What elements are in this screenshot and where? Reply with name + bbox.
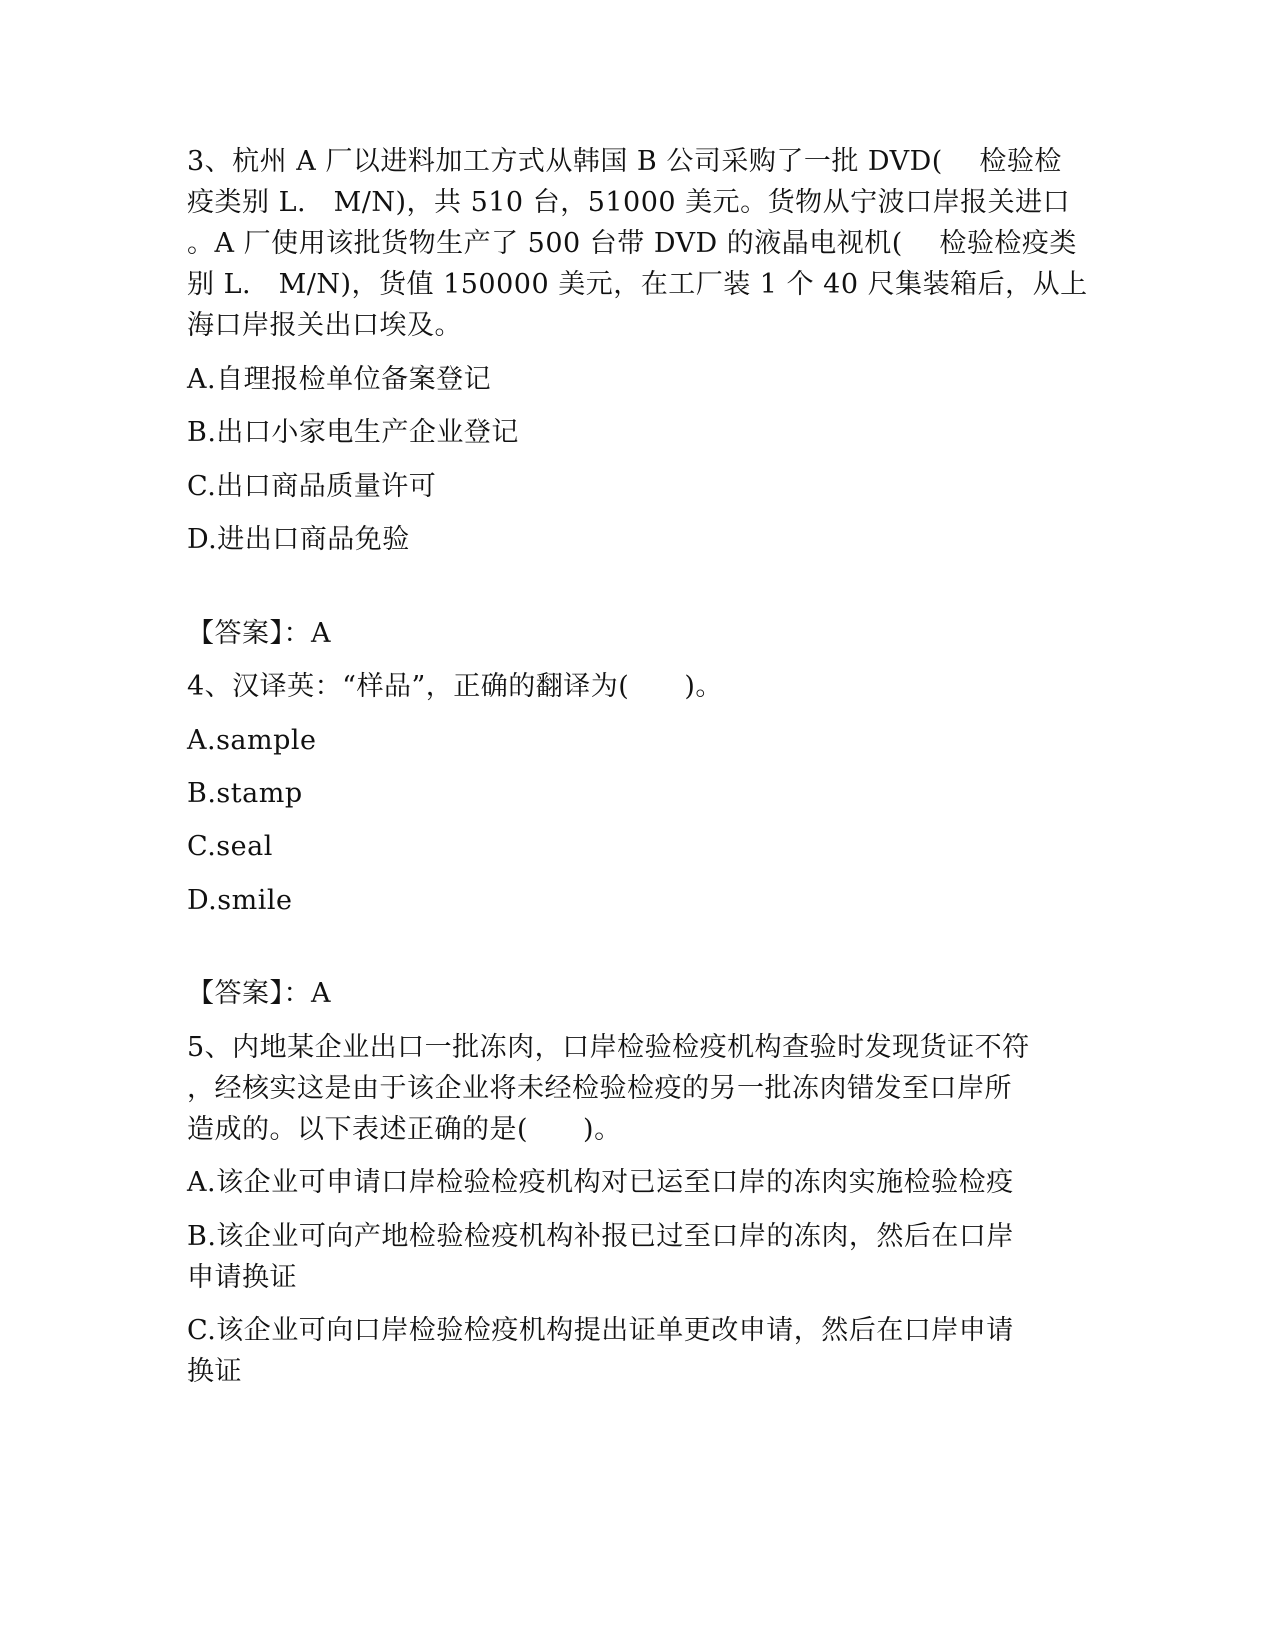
question-5-option-c-line-1: C.该企业可向口岸检验检疫机构提出证单更改申请，然后在口岸申请 xyxy=(187,1315,1014,1346)
question-3-stem-line-3: 。A 厂使用该批货物生产了 500 台带 DVD 的液晶电视机( 检验检疫类 xyxy=(187,228,1077,259)
question-5-option-b-line-1: B.该企业可向产地检验检疫机构补报已过至口岸的冻肉，然后在口岸 xyxy=(187,1221,1014,1252)
question-4-answer: 【答案】：A xyxy=(187,978,331,1009)
question-4-option-a: A.sample xyxy=(187,725,317,756)
question-5-stem-line-3: 造成的。以下表述正确的是( )。 xyxy=(187,1114,622,1145)
question-3-answer: 【答案】：A xyxy=(187,618,331,649)
question-3-stem-line-1: 3、杭州 A 厂以进料加工方式从韩国 B 公司采购了一批 DVD( 检验检 xyxy=(187,146,1062,177)
question-3-option-b: B.出口小家电生产企业登记 xyxy=(187,417,519,448)
question-4-option-d: D.smile xyxy=(187,885,293,916)
question-5-option-c-line-2: 换证 xyxy=(187,1356,242,1387)
question-5-stem-line-1: 5、内地某企业出口一批冻肉，口岸检验检疫机构查验时发现货证不符 xyxy=(187,1032,1030,1063)
question-4-stem-line-1: 4、汉译英：“样品”，正确的翻译为( )。 xyxy=(187,671,723,702)
question-3-stem-line-2: 疫类别 L. M/N)，共 510 台，51000 美元。货物从宁波口岸报关进口 xyxy=(187,187,1071,218)
question-5-option-a: A.该企业可申请口岸检验检疫机构对已运至口岸的冻肉实施检验检疫 xyxy=(187,1167,1014,1198)
question-3-stem-line-5: 海口岸报关出口埃及。 xyxy=(187,310,462,341)
question-3-stem-line-4: 别 L. M/N)，货值 150000 美元，在工厂装 1 个 40 尺集装箱后，从上 xyxy=(187,269,1088,300)
question-5-stem-line-2: ，经核实这是由于该企业将未经检验检疫的另一批冻肉错发至口岸所 xyxy=(187,1073,1012,1104)
question-4-option-b: B.stamp xyxy=(187,778,303,809)
question-3-option-a: A.自理报检单位备案登记 xyxy=(187,364,492,395)
question-3-option-c: C.出口商品质量许可 xyxy=(187,471,437,502)
question-4-option-c: C.seal xyxy=(187,831,273,862)
question-5-option-b-line-2: 申请换证 xyxy=(187,1262,297,1293)
question-3-option-d: D.进出口商品免验 xyxy=(187,524,410,555)
